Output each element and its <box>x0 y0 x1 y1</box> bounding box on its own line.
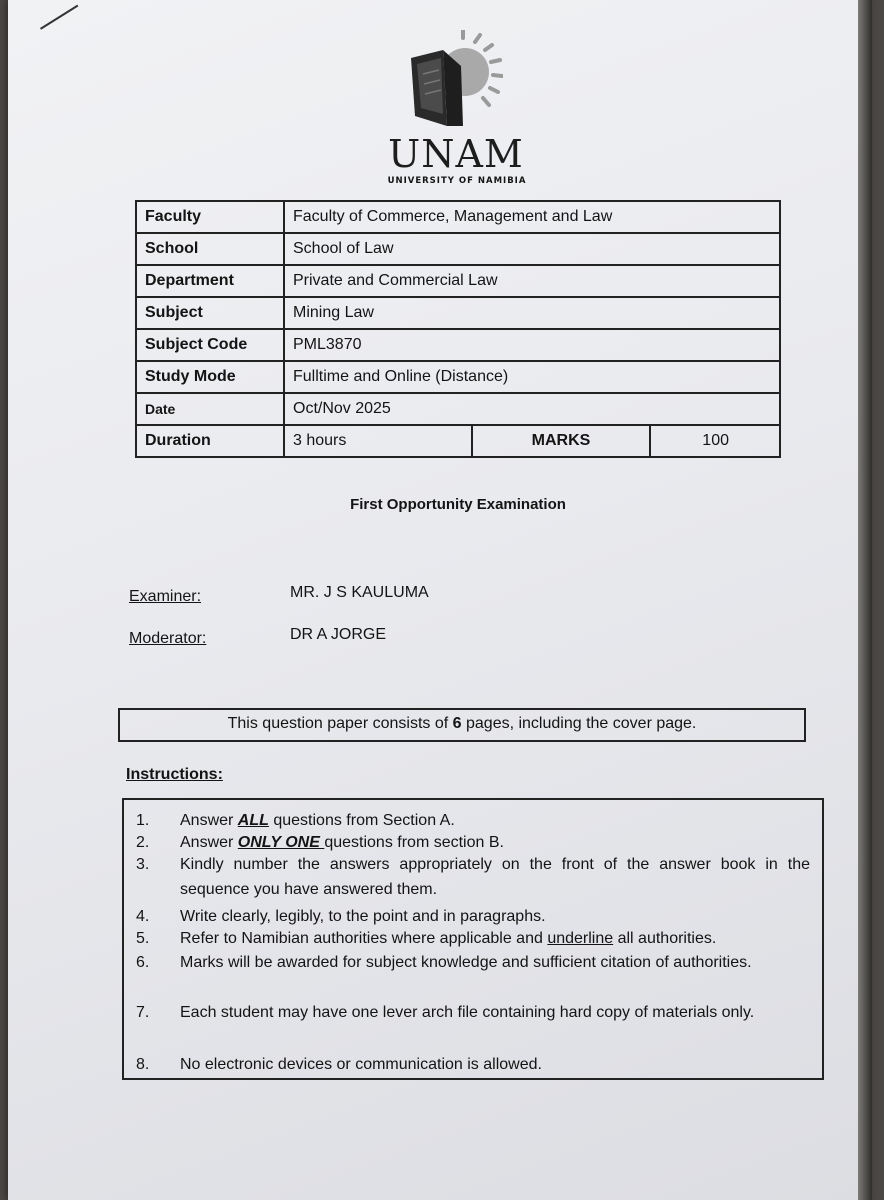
item-text: Write clearly, legibly, to the point and in paragraphs. <box>180 908 546 925</box>
table-row <box>136 393 780 425</box>
background-edge <box>858 0 872 1200</box>
department-label: Department <box>136 265 284 297</box>
subject-code-label: Subject Code <box>136 329 284 361</box>
item-text-part: Answer <box>180 812 238 829</box>
subject-label: Subject <box>136 297 284 329</box>
moderator-name: DR A JORGE <box>290 626 387 643</box>
item-text-part: Answer <box>180 834 238 851</box>
exam-info-table <box>135 200 781 458</box>
study-mode-label: Study Mode <box>136 361 284 393</box>
examiner-label: Examiner: <box>129 588 202 605</box>
school-value: School of Law <box>284 233 780 265</box>
subject-value: Mining Law <box>284 297 780 329</box>
table-row <box>136 265 780 297</box>
department-value: Private and Commercial Law <box>284 265 780 297</box>
item-text: Marks will be awarded for subject knowledge and sufficient citation of authorities. <box>180 954 752 971</box>
item-number: 8. <box>136 1056 150 1073</box>
subject-code-value: PML3870 <box>284 329 780 361</box>
item-text: No electronic devices or communication is allowed. <box>180 1056 542 1073</box>
item-text-part: Refer to Namibian authorities where applicable and <box>180 930 548 947</box>
emphasis-text: ONLY ONE <box>237 834 325 851</box>
table-row <box>136 233 780 265</box>
underlined-text: underline <box>547 930 614 947</box>
table-row <box>136 329 780 361</box>
moderator-label: Moderator: <box>129 630 207 647</box>
item-text-part: questions from Section A. <box>268 812 455 829</box>
item-number: 2. <box>136 834 150 851</box>
notice-text-end: pages, including the cover page. <box>461 715 697 732</box>
item-text <box>180 926 810 951</box>
instructions-heading: Instructions: <box>126 766 223 783</box>
marks-value: 100 <box>650 425 780 457</box>
item-text: Kindly number the answers appropriately on the front of the answer book in the sequence you have answered them. <box>180 856 810 898</box>
page-count-notice <box>118 708 806 742</box>
page-count: 6 <box>452 715 462 732</box>
instructions-box <box>122 798 824 1080</box>
marks-label: MARKS <box>472 425 650 457</box>
item-text: Each student may have one lever arch file containing hard copy of materials only. <box>180 1004 755 1021</box>
exam-paper <box>8 0 872 1200</box>
item-number: 3. <box>136 856 150 873</box>
item-text-part: questions from section B. <box>324 834 504 851</box>
notice-text-start: This question paper consists of <box>227 715 453 732</box>
faculty-label: Faculty <box>136 201 284 233</box>
item-number: 7. <box>136 1004 150 1021</box>
examiner-name: MR. J S KAULUMA <box>290 584 429 601</box>
table-row <box>136 361 780 393</box>
study-mode-value: Fulltime and Online (Distance) <box>284 361 780 393</box>
item-text-part: all authorities. <box>613 930 717 947</box>
pen-mark <box>40 5 78 30</box>
date-value: Oct/Nov 2025 <box>284 393 780 425</box>
table-row <box>136 297 780 329</box>
university-wordmark: UNAM <box>388 132 524 176</box>
unam-logo-icon <box>403 30 503 130</box>
university-full-name: UNIVERSITY OF NAMIBIA <box>387 176 527 186</box>
duration-value: 3 hours <box>284 425 472 457</box>
exam-title: First Opportunity Examination <box>350 496 566 513</box>
duration-label: Duration <box>136 425 284 457</box>
faculty-value: Faculty of Commerce, Management and Law <box>284 201 780 233</box>
item-number: 6. <box>136 954 150 971</box>
item-number: 4. <box>136 908 150 925</box>
item-number: 5. <box>136 930 150 947</box>
emphasis-text: ALL <box>237 812 269 829</box>
school-label: School <box>136 233 284 265</box>
date-label: Date <box>136 393 284 425</box>
table-row <box>136 201 780 233</box>
table-row <box>136 425 780 457</box>
item-number: 1. <box>136 812 150 829</box>
